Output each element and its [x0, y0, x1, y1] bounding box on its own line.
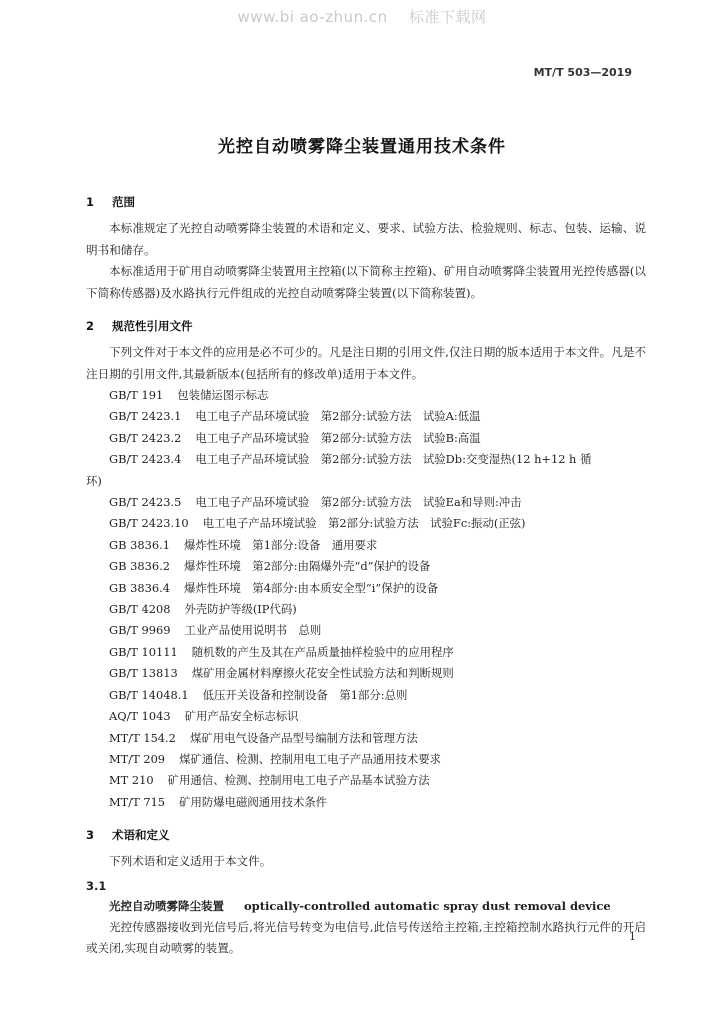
section-2-heading	[86, 316, 646, 336]
term-number: 3.1	[86, 878, 107, 893]
reference-code: GB/T 2423.2	[109, 430, 182, 445]
term-definition: 光控传感器接收到光信号后,将光信号转变为电信号,此信号传送给主控箱,主控箱控制水路执行元件的开启或关闭,实现自动喷雾的装置。	[86, 919, 646, 956]
term-chinese: 光控自动喷雾降尘装置	[109, 898, 224, 913]
reference-title: 矿用产品安全标志标识	[184, 709, 299, 724]
reference-code: AQ/T 1043	[109, 709, 171, 724]
reference-title: 爆炸性环境 第2部分:由隔爆外壳“d”保护的设备	[183, 559, 431, 574]
scope-paragraph-2: 本标准适用于矿用自动喷雾降尘装置用主控箱(以下简称主控箱)、矿用自动喷雾降尘装置用光控传感器(以下简称传感器)及水路执行元件组成的光控自动喷雾降尘装置(以下简称装置)。	[86, 264, 646, 300]
reference-title-continuation: 环)	[86, 473, 102, 488]
reference-code: MT/T 154.2	[109, 730, 176, 745]
reference-item	[86, 663, 646, 684]
page-number: 1	[629, 930, 636, 943]
references-intro: 下列文件对于本文件的应用是必不可少的。凡是注日期的引用文件,仅注日期的版本适用于本文件。凡是不注日期的引用文件,其最新版本(包括所有的修改单)适用于本文件。	[86, 345, 647, 381]
reference-title: 煤矿用金属材料摩擦火花安全性试验方法和判断规则	[191, 666, 454, 681]
reference-code: MT/T 715	[109, 794, 166, 809]
reference-code: GB/T 191	[109, 388, 164, 402]
reference-code: MT/T 209	[109, 751, 166, 766]
section-3-heading	[86, 825, 646, 845]
reference-title: 电工电子产品环境试验 第2部分:试验方法 试验Fc:振动(正弦)	[202, 516, 526, 531]
reference-item	[86, 406, 646, 427]
reference-title: 随机数的产生及其在产品质量抽样检验中的应用程序	[191, 644, 454, 659]
watermark	[0, 6, 724, 27]
reference-title: 爆炸性环境 第4部分:由本质安全型“i”保护的设备	[183, 580, 439, 595]
reference-code: GB/T 10111	[109, 644, 178, 659]
section-1-heading	[86, 192, 646, 212]
document-title: 光控自动喷雾降尘装置通用技术条件	[218, 137, 506, 157]
reference-code: MT 210	[109, 773, 154, 788]
reference-code: GB/T 4208	[109, 602, 171, 617]
reference-code: GB 3836.1	[109, 537, 170, 552]
reference-item	[86, 428, 646, 449]
reference-item	[86, 792, 646, 813]
reference-code: GB/T 2423.4	[109, 452, 182, 467]
reference-item	[86, 385, 646, 406]
section-number: 1	[86, 195, 95, 209]
reference-title: 煤矿通信、检测、控制用电工电子产品通用技术要求	[179, 751, 442, 766]
watermark-site: www.bi ao-zhun.cn	[237, 8, 388, 26]
reference-item	[86, 535, 646, 556]
reference-item	[86, 620, 646, 641]
reference-item	[86, 599, 646, 620]
reference-item	[86, 513, 646, 534]
section-number: 2	[86, 319, 95, 333]
reference-title: 电工电子产品环境试验 第2部分:试验方法 试验B:高温	[195, 430, 481, 445]
document-body	[86, 190, 646, 960]
reference-title: 外壳防护等级(IP代码)	[184, 602, 297, 617]
reference-title: 爆炸性环境 第1部分:设备 通用要求	[183, 537, 378, 552]
reference-code: GB/T 2423.5	[109, 495, 182, 510]
reference-item	[86, 770, 646, 791]
reference-item	[86, 749, 646, 770]
reference-code: GB/T 14048.1	[109, 687, 189, 702]
reference-item	[86, 578, 646, 599]
term-title	[86, 895, 646, 917]
reference-list	[86, 385, 646, 813]
scope-paragraph-1: 本标准规定了光控自动喷雾降尘装置的术语和定义、要求、试验方法、检验规则、标志、包装、运输、说明书和储存。	[86, 221, 646, 257]
reference-title: 工业产品使用说明书 总则	[184, 623, 322, 638]
terms-intro: 下列术语和定义适用于本文件。	[109, 854, 272, 869]
reference-item	[86, 556, 646, 577]
reference-item	[86, 728, 646, 749]
reference-code: GB/T 13813	[109, 666, 178, 681]
reference-item	[86, 642, 646, 663]
reference-code: GB 3836.4	[109, 580, 170, 595]
term-english: optically-controlled automatic spray dust removal device	[244, 898, 611, 913]
section-title: 规范性引用文件	[112, 319, 193, 333]
section-title: 范围	[112, 195, 136, 209]
reference-title: 电工电子产品环境试验 第2部分:试验方法 试验Db:交变湿热(12 h+12 h 循	[195, 452, 592, 467]
reference-title: 包装储运图示标志	[177, 388, 269, 402]
reference-title: 低压开关设备和控制设备 第1部分:总则	[202, 687, 408, 702]
reference-title: 矿用防爆电磁阀通用技术条件	[179, 794, 328, 809]
section-title: 术语和定义	[112, 828, 170, 843]
reference-title: 煤矿用电气设备产品型号编制方法和管理方法	[189, 730, 418, 745]
reference-code: GB 3836.2	[109, 559, 170, 574]
reference-item	[86, 685, 646, 706]
reference-code: GB/T 2423.10	[109, 516, 189, 531]
reference-item	[86, 449, 646, 492]
reference-code: GB/T 9969	[109, 623, 171, 638]
reference-title: 电工电子产品环境试验 第2部分:试验方法 试验Ea和导则:冲击	[195, 495, 522, 510]
standard-code: MT/T 503—2019	[533, 66, 632, 79]
reference-code: GB/T 2423.1	[109, 409, 182, 424]
reference-title: 矿用通信、检测、控制用电工电子产品基本试验方法	[167, 773, 430, 788]
reference-item	[86, 492, 646, 513]
watermark-name: 标准下载网	[408, 8, 487, 26]
reference-title: 电工电子产品环境试验 第2部分:试验方法 试验A:低温	[195, 409, 481, 424]
section-number: 3	[86, 828, 95, 843]
reference-item	[86, 706, 646, 727]
